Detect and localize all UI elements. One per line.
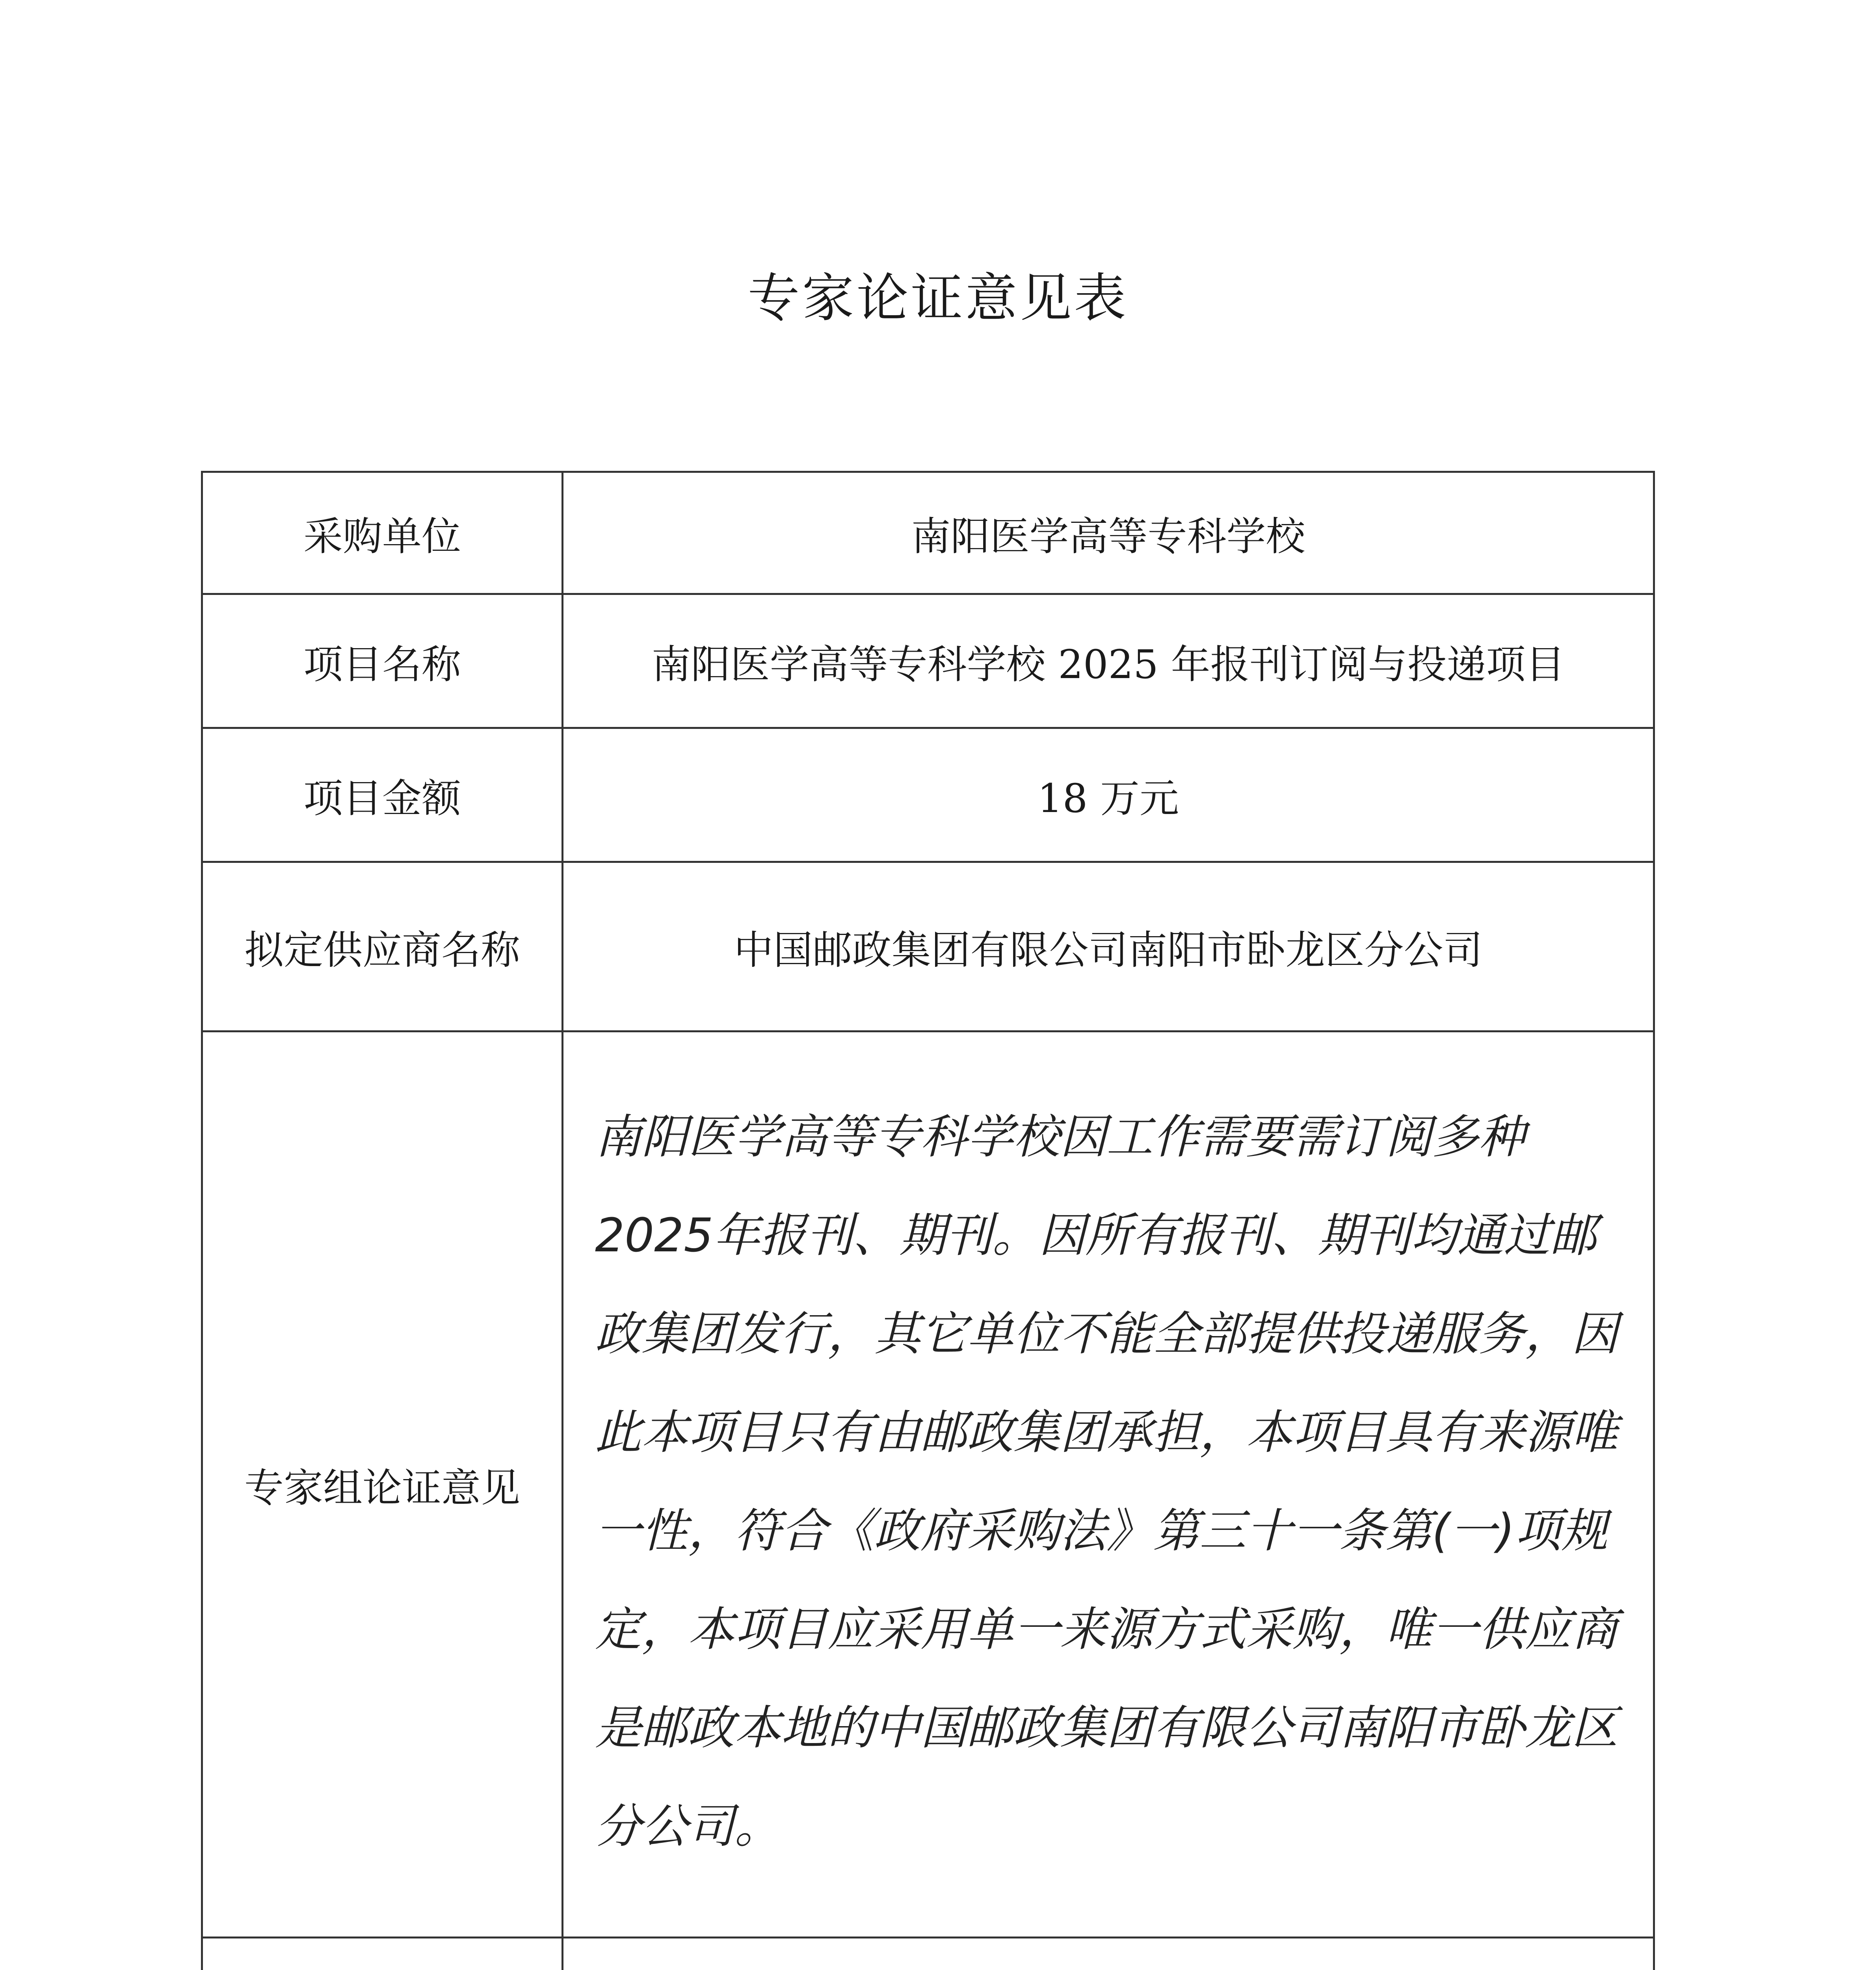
project-name-value: 南阳医学高等专科学校 2025 年报刊订阅与投递项目 (563, 594, 1654, 728)
opinion-label: 专家组论证意见 (202, 1031, 563, 1938)
purchaser-label: 采购单位 (202, 472, 563, 594)
row-opinion (202, 1031, 1654, 1938)
expert-name-label (202, 1938, 563, 1970)
project-amount-value: 18 万元 (563, 728, 1654, 862)
supplier-value: 中国邮政集团有限公司南阳市卧龙区分公司 (563, 862, 1654, 1031)
supplier-label: 拟定供应商名称 (202, 862, 563, 1031)
form-title: 专家论证意见表 (747, 268, 1129, 329)
row-expert (202, 1938, 1654, 1970)
row-project-amount (202, 728, 1654, 862)
row-purchaser (202, 472, 1654, 594)
project-amount-label: 项目金额 (202, 728, 563, 862)
purchaser-value: 南阳医学高等专科学校 (563, 472, 1654, 594)
row-project-name (202, 594, 1654, 728)
project-name-label: 项目名称 (202, 594, 563, 728)
expert-opinion-table (201, 471, 1655, 1970)
expert-signature-cell (563, 1938, 1654, 1970)
opinion-handwritten-text: 南阳医学高等专科学校因工作需要需订阅多种2025年报刊、期刊。因所有报刊、期刊均通过邮政集团发行，其它单位不能全部提供投递服务，因此本项目只有由邮政集团承担，本项目具有来源唯一性，符合《政府采购法》第三十一条第(一)项规定，本项目应采用单一来源方式采购，唯一供应商是邮政本地的中国邮政集团有限公司南阳市卧龙区分公司。 (563, 1031, 1654, 1938)
row-supplier (202, 862, 1654, 1031)
